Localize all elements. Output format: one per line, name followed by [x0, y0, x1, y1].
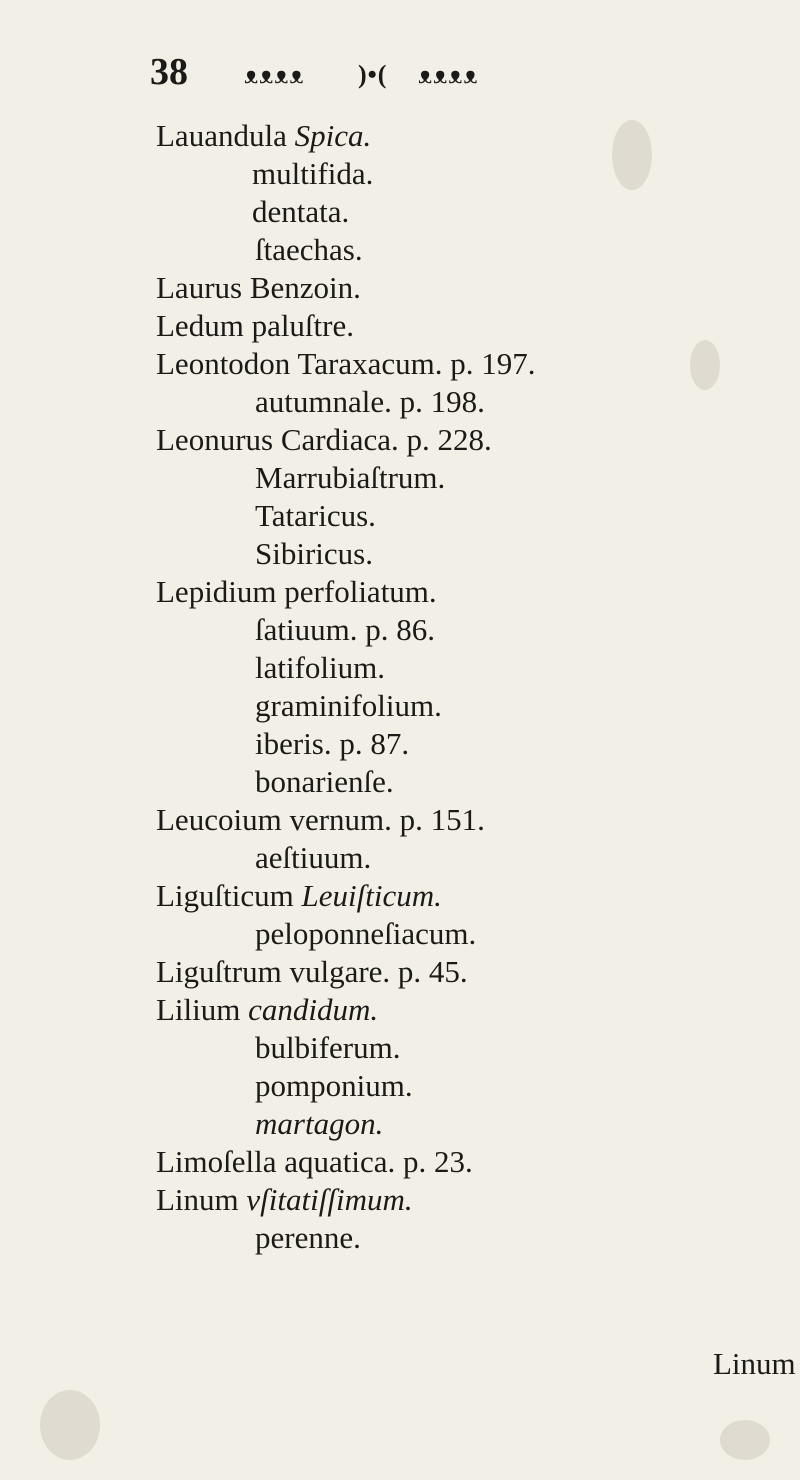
species-name: pomponium.	[255, 1068, 413, 1103]
species-name: Leuiſticum.	[301, 878, 442, 913]
index-entry	[255, 726, 409, 762]
genus-name: Laurus	[156, 270, 243, 305]
species-name: bonarienſe.	[255, 764, 394, 799]
genus-name: Linum	[156, 1182, 239, 1217]
index-entry	[255, 650, 385, 686]
header-ornament-right: ᴥᴥᴥᴥ	[418, 60, 479, 89]
index-entry	[156, 308, 354, 344]
species-name: ſatiuum. p. 86.	[255, 612, 435, 647]
species-name: bulbiferum.	[255, 1030, 401, 1065]
species-name: latifolium.	[255, 650, 386, 685]
genus-name: Limoſella	[156, 1144, 277, 1179]
page-number: 38	[150, 51, 188, 93]
index-entry	[156, 992, 378, 1028]
species-name: Taraxacum. p. 197.	[297, 346, 536, 381]
genus-name: Lauandula	[156, 118, 287, 153]
index-entry	[255, 1030, 401, 1066]
index-entry	[255, 612, 435, 648]
species-name: Marrubiaſtrum.	[255, 460, 446, 495]
index-entry	[156, 574, 437, 610]
index-entry	[255, 384, 485, 420]
species-name: Spica.	[294, 118, 372, 153]
page-header	[0, 50, 800, 100]
index-entry	[255, 460, 445, 496]
index-entry	[255, 1220, 361, 1256]
index-entry	[156, 118, 371, 154]
species-name: autumnale. p. 198.	[255, 384, 485, 419]
index-entry	[156, 878, 442, 914]
genus-name: Lepidium	[156, 574, 277, 609]
species-name: peloponneſiacum.	[255, 916, 477, 951]
index-entry	[255, 536, 373, 572]
species-name: iberis. p. 87.	[255, 726, 410, 761]
species-name: Cardiaca. p. 228.	[280, 422, 492, 457]
index-entry	[255, 232, 363, 268]
index-entry	[255, 688, 442, 724]
genus-name: Liguſticum	[156, 878, 294, 913]
species-name: dentata.	[252, 194, 350, 229]
index-entry	[255, 498, 376, 534]
index-entry	[252, 156, 373, 192]
species-name: vernum. p. 151.	[289, 802, 485, 837]
species-name: multifida.	[252, 156, 374, 191]
catchword: Linum	[713, 1346, 796, 1381]
genus-name: Liguſtrum	[156, 954, 282, 989]
index-entry	[252, 194, 349, 230]
species-name: martagon.	[255, 1106, 384, 1141]
index-entry	[255, 840, 371, 876]
genus-name: Leontodon	[156, 346, 291, 381]
index-entry	[255, 1106, 383, 1142]
species-name: ſtaechas.	[255, 232, 363, 267]
species-name: perenne.	[255, 1220, 361, 1255]
genus-name: Ledum	[156, 308, 244, 343]
species-name: paluſtre.	[251, 308, 354, 343]
species-name: graminifolium.	[255, 688, 442, 723]
index-entry	[255, 1068, 413, 1104]
species-name: aeſtiuum.	[255, 840, 372, 875]
index-entry	[156, 802, 485, 838]
species-name: Sibiricus.	[255, 536, 373, 571]
species-name: Tataricus.	[255, 498, 376, 533]
genus-name: Lilium	[156, 992, 241, 1027]
index-entry	[156, 1144, 473, 1180]
genus-name: Leonurus	[156, 422, 274, 457]
index-entry	[156, 270, 361, 306]
index-entry	[156, 954, 468, 990]
index-entry	[255, 916, 476, 952]
species-name: aquatica. p. 23.	[284, 1144, 473, 1179]
index-entry	[156, 422, 492, 458]
genus-name: Leucoium	[156, 802, 282, 837]
species-name: Benzoin.	[249, 270, 361, 305]
species-name: vulgare. p. 45.	[289, 954, 468, 989]
species-name: perfoliatum.	[284, 574, 437, 609]
header-ornament-left: ᴥᴥᴥᴥ	[244, 60, 305, 89]
species-name: candidum.	[248, 992, 379, 1027]
species-name: vſitatiſſimum.	[246, 1182, 413, 1217]
header-ornament-center: )•(	[358, 60, 388, 89]
index-entry	[255, 764, 394, 800]
index-entry	[156, 1182, 413, 1218]
index-entry	[156, 346, 536, 382]
